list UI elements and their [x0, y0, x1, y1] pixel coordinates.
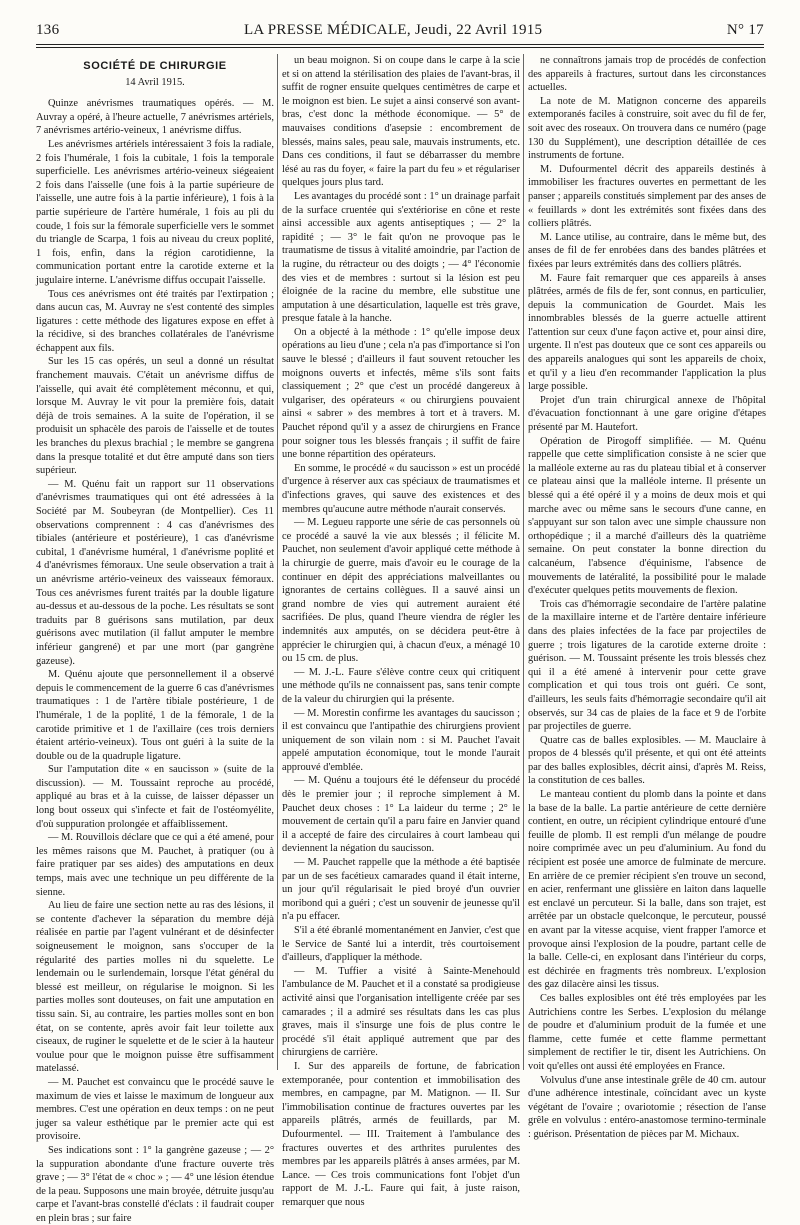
paragraph: La note de M. Matignon concerne des appareils extemporanés faciles à construire, soit avec du fil de fer, soit avec des roseaux. On trouvera dans ce numéro (page 130 du Supplément), une description détaillée de ces instruments de fortune.	[528, 95, 766, 162]
paragraph: En somme, le procédé « du saucisson » est un procédé d'urgence à réserver aux cas spéciaux de traumatismes et d'infections graves, qui sauve des existences et des membres qu'aucune autre méthode n'aurait conservés.	[282, 462, 520, 515]
paragraph: Volvulus d'une anse intestinale grêle de 40 cm. autour d'une adhérence intestinale, coïncidant avec un kyste végétant de l'ovaire ; ovariotomie ; résection de l'anse grêle en volvulus : entéro-anastomose termino-terminale : guérison. Présentation de pièces par M. Michaux.	[528, 1074, 766, 1140]
paragraph: — M. Morestin confirme les avantages du saucisson ; il est convaincu que l'antipathie des chirurgiens provient uniquement de son vilain nom : si M. Pauchet l'avait appelé amputation économique, tout le monde l'aurait approuvé d'emblée.	[282, 707, 520, 773]
paragraph: Opération de Pirogoff simplifiée. — M. Quénu rappelle que cette simplification consiste à ne scier que la malléole externe au ras du plateau tibial et à conserver ce plateau ainsi que la malléole interne. Il présente un blessé qui a été opéré il y a moins de deux mois et qui marche avec ou même sans le secours d'une canne, en s'appuyant sur son talon avec une simple chaussure non orthopédique ; il a marché d'ailleurs dès la quatrième semaine. On peut constater la bonne direction du calcanéum, l'absence d'équinisme, l'absence de mouvements de latéralité, la possibilité pour le malade d'exécuter quelques petits mouvements de flexion.	[528, 435, 766, 597]
header-rule	[36, 44, 764, 45]
paragraph: M. Dufourmentel décrit des appareils destinés à immobiliser les fractures ouvertes en permettant de les panser ; appareils constitués simplement par des anses de « feuillards » dont les extrémités sont fixées dans des colliers plâtrés.	[528, 163, 766, 230]
paragraph: — M. Quénu fait un rapport sur 11 observations d'anévrismes traumatiques qui ont été adressées à la Société par M. Soubeyran (de Montpellier). Ces 11 observations comprennent : 4 cas d'anévrismes des tibiales (antérieure et postérieure), 1 cas d'anévrisme cubital, 1 d'anévrisme huméral, 1 d'anévrisme poplité et 4 d'anévrismes fémoraux. Une seule observation a trait à un anévrisme artério-veineux des vaisseaux fémoraux. Tous ces anévrismes furent traités par la double ligature au-dessus et au-dessous de la poche. Les résultats se sont traduits par 8 guérisons sans mutilation, par deux guérisons avec mutilation (il fallut amputer le membre inférieur gangrené) et par une mort (par gangrène gazeuse).	[36, 478, 274, 667]
paragraph: Sur l'amputation dite « en saucisson » (suite de la discussion). — M. Toussaint reproche au procédé, appliqué au bras et à la cuisse, de laisser dépasser un long bout osseux qui s'infecte et fait de l'ostéomyélite, d'où suppuration prolongée et affaiblissement.	[36, 764, 274, 830]
paragraph: un beau moignon. Si on coupe dans le carpe à la scie et si on attend la stérilisation des plaies de l'avant-bras, il suffit de rogner ensuite quelques centimètres de carpe et le moignon est bien. Le sujet a ainsi conservé son avant-bras, c'est donc la méthode économique. — 5° de mauvaises conditions d'asepsie : encombrement de blessés, mains sales, peau sale, mauvais instruments, etc. Dans ces conditions, il faut se débarrasser du membre lésé au ras du foyer, « faire la part du feu » et régulariser quelques jours plus tard.	[282, 55, 520, 189]
paragraph: Les avantages du procédé sont : 1° un drainage parfait de la surface cruentée qui s'extériorise en cône et reste ainsi accessible aux agents antiseptiques ; — 2° la rapidité ; — 3° le fait qu'on ne provoque pas le traumatisme de tissus à vitalité amoindrie, par l'action de la rugine, du rétracteur ou des doigts ; — 4° l'économie des vies et de membres : surtout si la lésion est peu éloignée de la racine du membre, elle substitue une amputation à une désarticulation, laquelle est très grave, presque fatale à la hanche.	[282, 190, 520, 325]
paragraph: ne connaîtrons jamais trop de procédés de confection des appareils à fractures, surtout dans les circonstances actuelles.	[528, 55, 766, 94]
paragraph: I. Sur des appareils de fortune, de fabrication extemporanée, pour contention et immobilisation des membres, en campagne, par M. Matignon. — II. Sur l'immobilisation continue de fractures ouvertes par les appareils plâtrés, armés de feuillards, par M. Dufourmentel. — III. Traitement à l'ambulance des fractures ouvertes et des arthrites purulentes des membres par les appareils plâtrés à anses armées, par M. Lance. — Ces trois communications font l'objet d'un rapport de M. J.-L. Faure qui fait, à juste raison, remarquer que nous	[282, 1060, 520, 1208]
paragraph: — M. J.-L. Faure s'élève contre ceux qui critiquent une méthode qu'ils ne connaissent pas, sans tenir compte de la valeur du chirurgien qui la présente.	[282, 666, 520, 705]
paragraph: — M. Rouvillois déclare que ce qui a été amené, pour les mêmes raisons que M. Pauchet, à pratiquer (ou à faire pratiquer par ses aides) des amputations en deux temps, mais avec une technique un peu différente de la sienne.	[36, 832, 274, 898]
paragraph: Ses indications sont : 1° la gangrène gazeuse ; — 2° la suppuration abondante d'une fracture ouverte très grave ; — 3° l'état de « choc » ; — 4° une lésion étendue de la peau. Supposons une main broyée, détruite jusqu'au carpe et l'avant-bras constellé d'éclats : il faudrait couper en plein bras ; sur faire	[36, 1144, 274, 1224]
paragraph: Quinze anévrismes traumatiques opérés. — M. Auvray a opéré, à l'heure actuelle, 7 anévrismes artériels, 7 anévrismes artério-veineux, 1 anévrisme diffus.	[36, 98, 274, 137]
section-title: SOCIÉTÉ DE CHIRURGIE	[83, 60, 227, 72]
paragraph: Trois cas d'hémorragie secondaire de l'artère palatine de la maxillaire interne et de l'artère dentaire inférieure dans des plaies infectées de la face par projectiles de guerre ; trois ligatures de la carotide externe droite : guérison. — M. Toussaint présente les trois blessés chez qui il a été amené à intervenir pour cette grave complication et qui tous trois ont guéri. Ce sont, d'ailleurs, les seuls faits d'hémorragie secondaire qu'il ait observés, sur 34 cas de plaies de la face et 9 de l'orbite par projectiles de guerre.	[528, 598, 766, 733]
paragraph: Tous ces anévrismes ont été traités par l'extirpation ; dans aucun cas, M. Auvray ne s'est contenté des simples ligatures : cette méthode des ligatures expose en effet à la récidive, si des branches collatérales de l'anévrisme échappent aux fils.	[36, 288, 274, 354]
paragraph: S'il a été ébranlé momentanément en Janvier, c'est que le Service de Santé lui a interdit, très courtoisement d'ailleurs, d'appliquer la méthode.	[282, 925, 520, 964]
page-number: 136	[36, 21, 60, 38]
column-divider	[523, 54, 524, 1070]
paragraph: — M. Pauchet est convaincu que le procédé sauve le maximum de vies et laisse le maximum de longueur aux membres. C'est une opération en deux temps : on ne peut juger sa valeur esthétique par le premier acte qui est provisoire.	[36, 1076, 274, 1143]
journal-title: LA PRESSE MÉDICALE, Jeudi, 22 Avril 1915	[243, 21, 543, 38]
paragraph: Quatre cas de balles explosibles. — M. Mauclaire à propos de 4 blessés qu'il présente, et qui ont été atteints par des balles explosibles, décrit ainsi, d'après M. Reiss, la constitution de ces balles.	[528, 734, 766, 787]
paragraph: Les anévrismes artériels intéressaient 3 fois la radiale, 2 fois l'humérale, 1 fois la cubitale, 1 fois la temporale superficielle. Les anévrismes artério-veineux siégeaient 2 fois dans l'aisselle (une fois à la partie supérieure de l'aisselle, une autre fois à la partie inférieure), 1 fois à la partie supérieure de l'artère humérale, 1 fois au pli du coude, 1 fois sur la fémorale superficielle vers le sommet du triangle de Scarpa, 1 fois au niveau du creux poplité, 1 fois, enfin, dans la région carotidienne, la communication portant entre la carotide externe et la jugulaire interne. L'anévrisme diffus occupait l'aisselle.	[36, 138, 274, 286]
column-3	[528, 54, 766, 1140]
paragraph: Projet d'un train chirurgical annexe de l'hôpital d'évacuation fonctionnant à une gare origine d'étapes présenté par M. Hautefort.	[528, 394, 766, 434]
paragraph: Au lieu de faire une section nette au ras des lésions, il se contente d'achever la séparation du membre déjà réalisée en partie par l'agent vulnérant et de désinfecter soigneusement le moignon, sans s'occuper de la régularité des parties molles ni du squelette. Le lendemain ou le surlendemain, lorsque l'état général du blessé est meilleur, on régularise le moignon. Si les parties molles sont douteuses, on fait une amputation en tissu sain. Si, au contraire, les parties molles sont en bon état, on se contente, après avoir fait leur toilette aux ciseaux, de ruginer le squelette et de le scier à la hauteur voulue pour que le moignon puisse être suffisamment matelassé.	[36, 900, 274, 1075]
paragraph: On a objecté à la méthode : 1° qu'elle impose deux opérations au lieu d'une ; cela n'a pas d'importance si l'on sauve le blessé ; d'ailleurs il faut souvent retoucher les moignons ouverts et infectés, même s'ils sont faits classiquement ; 2° que c'est un procédé dangereux à vulgariser, des opérateurs « ou chirurgiens pouvaient ainsi « sabrer » des membres à tort et à travers. M. Pauchet répond qu'il y a assez de chirurgiens en France pour soigner tous les blessés français ; il suffit de faire une bonne répartition des opérateurs.	[282, 326, 520, 461]
paragraph: M. Faure fait remarquer que ces appareils à anses plâtrées, armés de fils de fer, sont connus, en particulier, depuis la communication de Gourdet. Mais les innombrables blessés de la guerre actuelle attirent l'attention sur ceux d'une façon active et, pour ainsi dire, urgente. Il n'est pas douteux que ce sont ces appareils ou des appareils analogues qui sont les appareils de choix, et qu'il y a lieu d'en recommander l'application la plus large possible.	[528, 272, 766, 393]
paragraph: — M. Tuffier a visité à Sainte-Menehould l'ambulance de M. Pauchet et il a constaté sa prodigieuse activité ainsi que l'organisation intelligente créée par ses camarades ; il a admiré ses résultats dans les cas plus graves, mais il s'insurge une fois de plus contre le procédé s'il était appliqué autrement que par des chirurgiens de carrière.	[282, 965, 520, 1059]
header-rule-thin	[36, 47, 764, 48]
paragraph: Ces balles explosibles ont été très employées par les Autrichiens contre les Serbes. L'explosion du mélange de poudre et d'aluminium produit de la fumée et une flamme, cette fumée et cette flamme permettant simplement de rectifier le tir, disent les Autrichiens. On voit qu'elles ont aussi été employées en France.	[528, 992, 766, 1072]
paragraph: — M. Legueu rapporte une série de cas personnels où ce procédé a sauvé la vie aux blessés ; il félicite M. Pauchet, non seulement d'avoir appliqué cette méthode à la chirurgie de guerre, mais d'avoir eu le courage de la continuer en dépit des appréciations malveillantes ou ignorantes de certains collègues. Il a sauvé ainsi un grand nombre de vies qui autrement auraient été sacrifiées. De plus, quand l'heure viendra de régler les indemnités aux amputés, on se décidera peut-être à apprécier le chirurgien qui, à chacun d'eux, a ménagé 10 ou 15 cm. de plus.	[282, 517, 520, 665]
issue-number: N° 17	[726, 21, 764, 38]
paragraph: Sur les 15 cas opérés, un seul a donné un résultat franchement mauvais. C'était un anévrisme diffus de l'aisselle, qui avait été complètement méconnu, et qui, lorsque M. Auvray le vit pour la première fois, datait déjà de trois semaines. A la suite de l'opération, il se produisit un sphacèle des parois de l'aisselle et de toutes les branches du plexus brachial ; le membre se gangrena dans la presque totalité et dut être amputé dans son tiers supérieur.	[36, 356, 274, 477]
paragraph: M. Quénu ajoute que personnellement il a observé depuis le commencement de la guerre 6 cas d'anévrismes traumatiques : 1 de l'artère tibiale postérieure, 1 de l'humérale, 1 de la poplité, 1 de la fémorale, 1 de la carotide primitive et 1 de l'axillaire (ces trois derniers étaient artério-veineux). Tous ont guéri à la suite de la double ou de la quadruple ligature.	[36, 669, 274, 762]
paragraph: — M. Pauchet rappelle que la méthode a été baptisée par un de ses facétieux camarades quand il était interne, un jour qu'il régularisait le pied broyé d'un ouvrier moribond qui a guéri ; c'est un souvenir de jeunesse qu'il n'a pu effacer.	[282, 857, 520, 923]
column-divider	[277, 54, 278, 1070]
column-2	[282, 54, 520, 1208]
session-date: 14 Avril 1915.	[125, 76, 185, 88]
paragraph: — M. Quénu a toujours été le défenseur du procédé dès le premier jour ; il reproche simplement à M. Pauchet deux choses : 1° La laideur du terme ; 2° le mouvement de certain qu'il a paru faire en Janvier quand il a accepté de faire des circulaires à court lambeau qui deviennent la négation du saucisson.	[282, 775, 520, 855]
column-1	[36, 54, 274, 1224]
paragraph: M. Lance utilise, au contraire, dans le même but, des anses de fil de fer enrobées dans des bandes plâtrées et fixées par leurs extrémités dans des colliers plâtrés.	[528, 231, 766, 270]
column-2-body	[282, 54, 520, 1209]
column-3-body	[528, 54, 766, 1142]
paragraph: Le manteau contient du plomb dans la pointe et dans la base de la balle. La partie antérieure de cette dernière contient, en outre, un récipient cylindrique entouré d'une feuille de plomb. Il est rempli d'un mélange de poudre noire comprimée avec un peu d'aluminium. Au fond du récipient est posée une amorce de fulminate de mercure. En arrière de ce premier récipient s'en trouve un second, en acier, renfermant une glissière en laiton dans laquelle est enclavé un percuteur. Si la balle, dans son trajet, est arrêtée par un obstacle quelconque, le percuteur, poussé en avant par la vitesse acquise, vient frapper l'amorce et provoque ainsi l'explosion de la poudre, partant celle de la balle. Celle-ci, en explosant dans l'intérieur du corps, est déchirée en fragments très nombreux. L'explosion des gaz dilacère ainsi les tissus.	[528, 789, 766, 991]
page-header	[36, 18, 764, 42]
column-1-body	[36, 97, 274, 1225]
